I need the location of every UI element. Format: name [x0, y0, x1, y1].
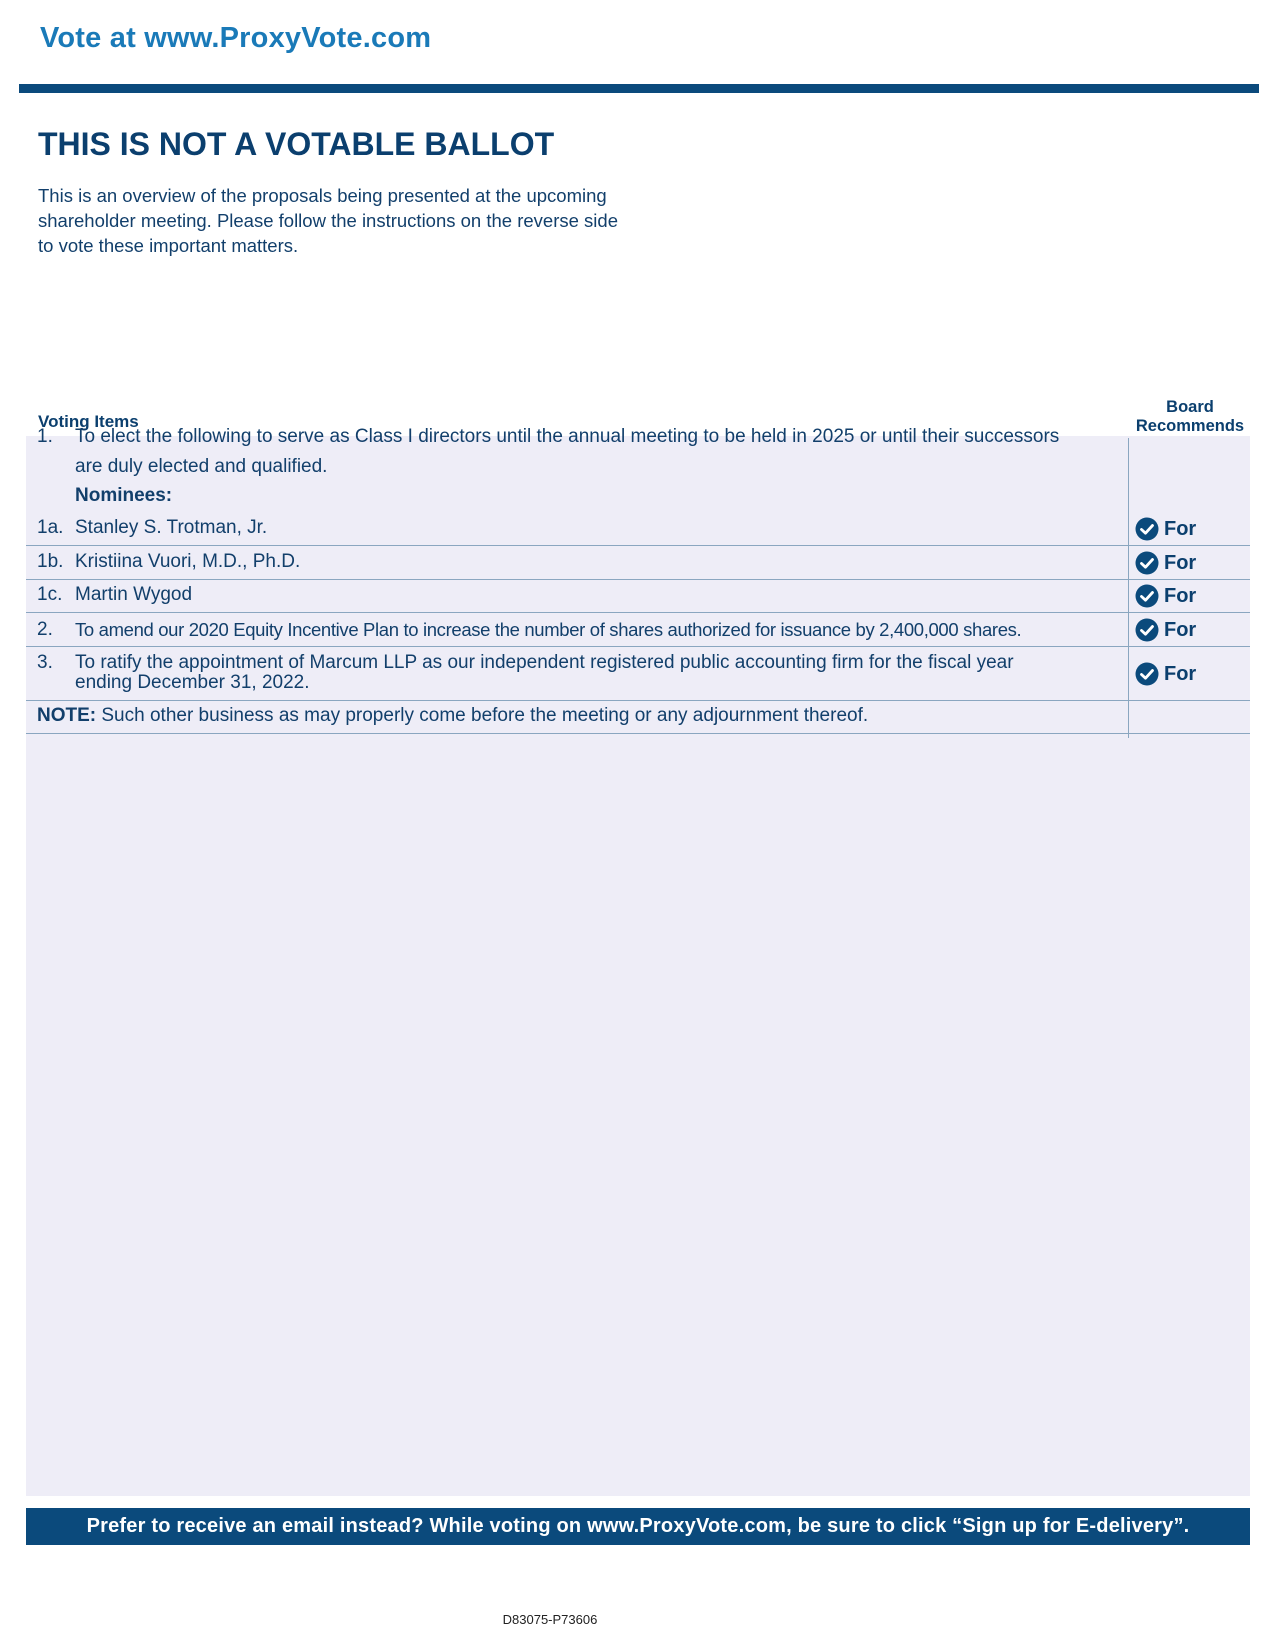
row-divider — [26, 579, 1250, 580]
document-code: D83075-P73606 — [502, 1612, 598, 1627]
row-divider — [26, 700, 1250, 701]
board-recommends-header — [1120, 398, 1260, 436]
item-2-recommendation — [1135, 618, 1196, 642]
check-circle-icon — [1135, 584, 1159, 608]
nominee-1b-name: Kristiina Vuori, M.D., Ph.D. — [75, 551, 301, 572]
top-divider-bar — [19, 84, 1259, 93]
voting-items-panel — [26, 436, 1250, 1496]
nominee-1b-recommendation — [1135, 551, 1196, 575]
item-3-recommendation — [1135, 662, 1196, 686]
board-header-line2: Recommends — [1135, 417, 1245, 435]
check-circle-icon — [1135, 551, 1159, 575]
note-label: NOTE: — [37, 705, 97, 726]
voting-items-header: Voting Items — [38, 412, 139, 431]
row-divider — [26, 646, 1250, 647]
nominee-1a-number: 1a. — [37, 517, 64, 538]
item-3-text-line2: ending December 31, 2022. — [75, 672, 310, 693]
email-signup-banner — [26, 1508, 1250, 1545]
item-1-text-line2: are duly elected and qualified. — [75, 456, 328, 477]
note-text: Such other business as may properly come before the meeting or any adjournment thereof. — [96, 705, 869, 726]
recommend-label: For — [1164, 584, 1197, 607]
recommend-label: For — [1164, 517, 1197, 540]
note-line — [37, 705, 868, 727]
recommend-label: For — [1164, 662, 1197, 685]
recommend-label: For — [1164, 551, 1197, 574]
row-divider — [26, 545, 1250, 546]
check-circle-icon — [1135, 662, 1159, 686]
check-circle-icon — [1135, 517, 1159, 541]
email-prompt-text: Prefer to receive an email instead? While voting on www.ProxyVote.com, be sure to click “Sign up for E-delivery”. — [86, 1515, 1190, 1537]
vote-url-heading: Vote at www.ProxyVote.com — [40, 22, 432, 54]
check-circle-icon — [1135, 618, 1159, 642]
item-3-number: 3. — [37, 652, 53, 673]
page-title: THIS IS NOT A VOTABLE BALLOT — [38, 126, 555, 162]
item-1-text-line1: To elect the following to serve as Class I directors until the annual meeting to be held in 2025 or until their successors — [75, 426, 1060, 447]
board-header-line1: Board — [1166, 398, 1214, 416]
item-3-text-line1: To ratify the appointment of Marcum LLP as our independent registered public accounting firm for the fiscal year — [75, 652, 1014, 673]
nominee-1a-recommendation — [1135, 517, 1196, 541]
item-1-number: 1. — [37, 426, 53, 447]
row-divider — [26, 612, 1250, 613]
nominee-1b-number: 1b. — [37, 551, 64, 572]
nominee-1a-name: Stanley S. Trotman, Jr. — [75, 517, 268, 538]
nominee-1c-number: 1c. — [37, 584, 63, 605]
intro-paragraph: This is an overview of the proposals being presented at the upcoming shareholder meeting. Please follow the instructions on the reverse side to vote these important matters. — [38, 185, 618, 256]
item-2-text: To amend our 2020 Equity Incentive Plan to increase the number of shares authorized for issuance by 2,400,000 shares. — [75, 619, 1022, 640]
nominee-1c-recommendation — [1135, 584, 1196, 608]
column-divider — [1128, 438, 1129, 738]
recommend-label: For — [1164, 618, 1197, 641]
nominee-1c-name: Martin Wygod — [75, 584, 193, 605]
row-divider — [26, 733, 1250, 734]
item-2-number: 2. — [37, 619, 53, 640]
nominees-label: Nominees: — [75, 485, 173, 506]
